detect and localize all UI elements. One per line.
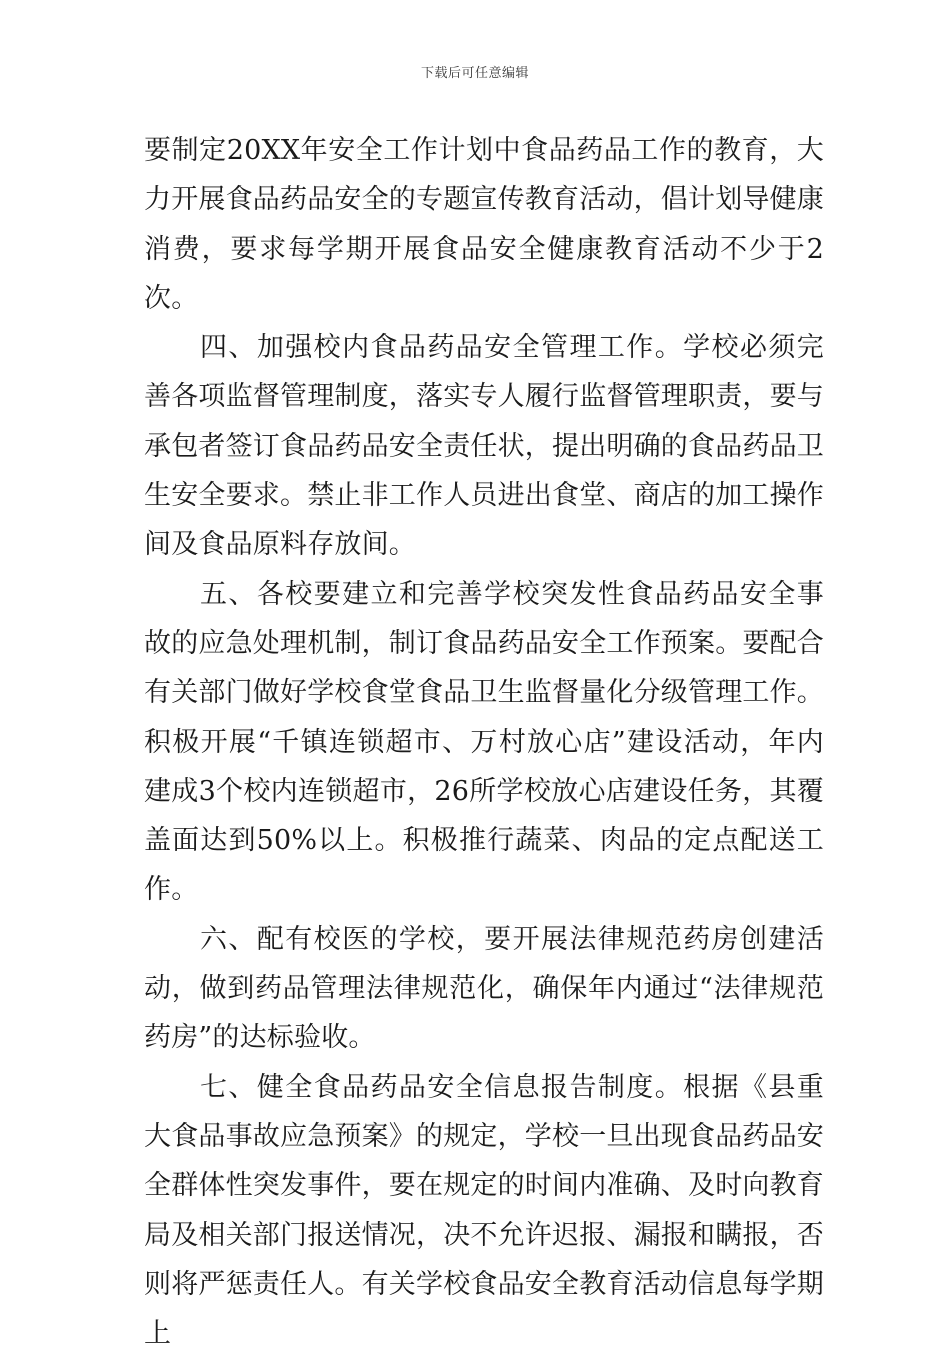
paragraph-item-six: 六、配有校医的学校，要开展法律规范药房创建活动，做到药品管理法律规范化，确保年内通过“法律规范药房”的达标验收。 bbox=[144, 923, 824, 1054]
paragraph-continuation: 要制定20XX年安全工作计划中食品药品工作的教育，大力开展食品药品安全的专题宣传教育活动，倡计划导健康消费，要求每学期开展食品安全健康教育活动不少于2次。 bbox=[144, 135, 824, 314]
paragraph-item-five: 五、各校要建立和完善学校突发性食品药品安全事故的应急处理机制，制订食品药品安全工作预案。要配合有关部门做好学校食堂食品卫生监督量化分级管理工作。积极开展“千镇连锁超市、万村放心店”建设活动，年内建成3个校内连锁超市，26所学校放心店建设任务，其覆盖面达到50%以上。积极推行蔬菜、肉品的定点配送工作。 bbox=[144, 578, 824, 906]
paragraph-item-four: 四、加强校内食品药品安全管理工作。学校必须完善各项监督管理制度，落实专人履行监督管理职责，要与承包者签订食品药品安全责任状，提出明确的食品药品卫生安全要求。禁止非工作人员进出食堂、商店的加工操作间及食品原料存放间。 bbox=[144, 332, 824, 561]
page-header-note: 下载后可任意编辑 bbox=[420, 66, 529, 81]
document-body bbox=[144, 126, 824, 1358]
paragraph-item-seven: 七、健全食品药品安全信息报告制度。根据《县重大食品事故应急预案》的规定，学校一旦出现食品药品安全群体性突发事件，要在规定的时间内准确、及时向教育局及相关部门报送情况，决不允许迟报、漏报和瞒报，否则将严惩责任人。有关学校食品安全教育活动信息每学期上 bbox=[144, 1071, 824, 1350]
